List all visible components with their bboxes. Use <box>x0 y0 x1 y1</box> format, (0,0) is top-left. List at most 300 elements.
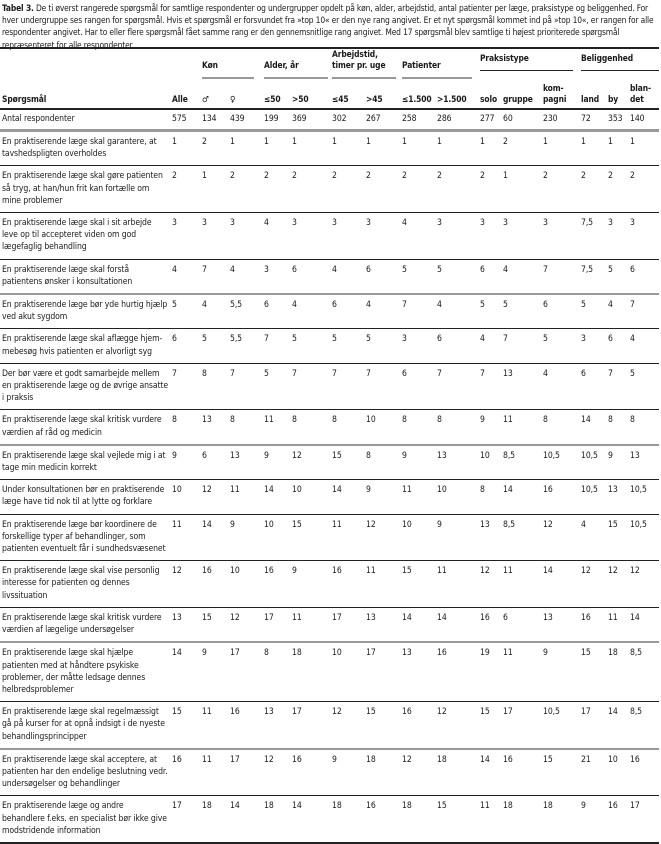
col-blandet-line2: det <box>630 94 644 104</box>
rank-cell: 4 <box>581 514 608 561</box>
rank-cell: 15 <box>202 607 230 642</box>
rank-cell: 7 <box>202 259 230 294</box>
rank-cell: 16 <box>292 749 332 796</box>
rank-cell: 13 <box>264 702 292 749</box>
rank-cell: 12 <box>437 702 480 749</box>
rank-cell: 8 <box>202 363 230 410</box>
question-cell: En praktiserende læge skal forstå patientens ønsker i konsultationen <box>0 259 172 294</box>
rank-cell: 9 <box>608 445 630 480</box>
table-row <box>0 363 659 410</box>
rank-cell: 16 <box>480 607 503 642</box>
group-header-row <box>0 49 659 83</box>
rank-cell: 7 <box>503 329 543 363</box>
col-gt50: >50 <box>292 94 309 104</box>
count-cell: 267 <box>366 109 402 131</box>
rank-cell: 4 <box>332 259 366 294</box>
rank-cell: 1 <box>264 131 292 166</box>
rank-cell: 4 <box>437 294 480 329</box>
rank-cell: 5,5 <box>230 294 264 329</box>
rank-cell: 7,5 <box>581 213 608 260</box>
rank-cell: 5 <box>480 294 503 329</box>
table-row <box>0 607 659 642</box>
rank-cell: 14 <box>480 749 503 796</box>
rank-cell: 6 <box>366 259 402 294</box>
rank-cell: 11 <box>202 702 230 749</box>
rank-cell: 11 <box>608 607 630 642</box>
rank-cell: 7 <box>402 294 437 329</box>
table-row <box>0 796 659 843</box>
col-gruppe: gruppe <box>503 94 533 104</box>
table-row <box>0 131 659 166</box>
rank-cell: 7 <box>543 259 581 294</box>
table-row <box>0 410 659 445</box>
rank-cell: 5 <box>581 294 608 329</box>
column-header-row <box>0 83 659 109</box>
rank-cell: 14 <box>264 480 292 514</box>
rank-cell: 9 <box>292 561 332 608</box>
question-cell: En praktiserende læge skal acceptere, at patienten har den endelige beslutning vedr. undersøgelser og behandlinger <box>0 749 172 796</box>
rank-cell: 6 <box>172 329 202 363</box>
rank-cell: 5 <box>332 329 366 363</box>
rank-cell: 8,5 <box>630 642 659 701</box>
rank-cell: 5 <box>630 363 659 410</box>
rank-cell: 16 <box>230 702 264 749</box>
rank-cell: 12 <box>264 749 292 796</box>
rank-cell: 10 <box>264 514 292 561</box>
rank-cell: 12 <box>202 480 230 514</box>
rank-cell: 8 <box>543 410 581 445</box>
rank-cell: 3 <box>366 213 402 260</box>
rank-cell: 2 <box>503 131 543 166</box>
rank-cell: 1 <box>172 131 202 166</box>
rank-cell: 3 <box>230 213 264 260</box>
rank-cell: 2 <box>172 166 202 213</box>
rank-cell: 12 <box>172 561 202 608</box>
col-by: by <box>608 94 619 104</box>
rank-cell: 10 <box>230 561 264 608</box>
rank-cell: 4 <box>172 259 202 294</box>
rank-cell: 5 <box>366 329 402 363</box>
rank-cell: 4 <box>480 329 503 363</box>
rank-cell: 10 <box>437 480 480 514</box>
rank-cell: 7 <box>264 329 292 363</box>
rank-cell: 15 <box>332 445 366 480</box>
table-caption <box>2 2 658 51</box>
col-kompagni-line1: kom- <box>543 83 564 93</box>
rank-cell: 5 <box>202 329 230 363</box>
rank-cell: 11 <box>172 514 202 561</box>
rank-cell: 1 <box>402 131 437 166</box>
rank-cell: 1 <box>202 166 230 213</box>
rank-cell: 4 <box>503 259 543 294</box>
rank-cell: 13 <box>366 607 402 642</box>
rank-cell: 10 <box>172 480 202 514</box>
rank-cell: 10,5 <box>630 480 659 514</box>
table-row <box>0 514 659 561</box>
ranking-table <box>0 47 659 844</box>
rank-cell: 16 <box>366 796 402 843</box>
col-le50: ≤50 <box>264 94 281 104</box>
rank-cell: 3 <box>264 259 292 294</box>
rank-cell: 1 <box>437 131 480 166</box>
rank-cell: 11 <box>503 561 543 608</box>
rank-cell: 9 <box>402 445 437 480</box>
rank-cell: 10,5 <box>630 514 659 561</box>
rank-cell: 9 <box>581 796 608 843</box>
rank-cell: 16 <box>172 749 202 796</box>
rank-cell: 16 <box>332 561 366 608</box>
rank-cell: 8 <box>608 410 630 445</box>
question-cell: En praktiserende læge skal garantere, at tavshedspligten overholdes <box>0 131 172 166</box>
rank-cell: 3 <box>608 213 630 260</box>
rank-cell: 1 <box>292 131 332 166</box>
rank-cell: 13 <box>172 607 202 642</box>
rank-cell: 3 <box>292 213 332 260</box>
rank-cell: 16 <box>608 796 630 843</box>
rank-cell: 4 <box>608 294 630 329</box>
rank-cell: 9 <box>230 514 264 561</box>
count-row <box>0 109 659 131</box>
rank-cell: 7 <box>480 363 503 410</box>
col-land: land <box>581 94 600 104</box>
rank-cell: 19 <box>480 642 503 701</box>
rank-cell: 17 <box>264 607 292 642</box>
rank-cell: 11 <box>202 749 230 796</box>
question-cell: En praktiserende læge og andre behandlere f.eks. en specialist bør ikke give modstridende information <box>0 796 172 843</box>
question-cell: En praktiserende læge skal vise personlig interesse for patienten og dennes livssituation <box>0 561 172 608</box>
rank-cell: 2 <box>402 166 437 213</box>
count-cell: 439 <box>230 109 264 131</box>
rank-cell: 13 <box>402 642 437 701</box>
rank-cell: 3 <box>402 329 437 363</box>
count-cell: 199 <box>264 109 292 131</box>
rank-cell: 5 <box>543 329 581 363</box>
rank-cell: 4 <box>543 363 581 410</box>
rank-cell: 4 <box>202 294 230 329</box>
rank-cell: 10 <box>480 445 503 480</box>
rank-cell: 14 <box>543 561 581 608</box>
question-cell: En praktiserende læge skal vejlede mig i at tage min medicin korrekt <box>0 445 172 480</box>
rank-cell: 7 <box>332 363 366 410</box>
group-alder: Alder, år <box>264 60 328 79</box>
question-cell: En praktiserende læge skal i sit arbejde leve op til accepteret viden om god lægefaglig behandling <box>0 213 172 260</box>
rank-cell: 11 <box>437 561 480 608</box>
rank-cell: 6 <box>630 259 659 294</box>
rank-cell: 15 <box>172 702 202 749</box>
rank-cell: 14 <box>608 702 630 749</box>
rank-cell: 8 <box>292 410 332 445</box>
rank-cell: 6 <box>503 607 543 642</box>
rank-cell: 5,5 <box>230 329 264 363</box>
rank-cell: 3 <box>503 213 543 260</box>
rank-cell: 11 <box>230 480 264 514</box>
rank-cell: 17 <box>332 607 366 642</box>
question-cell: En praktiserende læge skal gøre patienten så tryg, at han/hun frit kan fortælle om mine problemer <box>0 166 172 213</box>
count-cell: 140 <box>630 109 659 131</box>
rank-cell: 17 <box>172 796 202 843</box>
rank-cell: 7 <box>630 294 659 329</box>
rank-cell: 2 <box>230 166 264 213</box>
rank-cell: 14 <box>437 607 480 642</box>
rank-cell: 3 <box>581 329 608 363</box>
rank-cell: 10,5 <box>543 445 581 480</box>
rank-cell: 2 <box>581 166 608 213</box>
rank-cell: 2 <box>543 166 581 213</box>
rank-cell: 12 <box>332 702 366 749</box>
rank-cell: 4 <box>264 213 292 260</box>
rank-cell: 8 <box>172 410 202 445</box>
rank-cell: 12 <box>543 514 581 561</box>
rank-cell: 15 <box>480 702 503 749</box>
rank-cell: 9 <box>437 514 480 561</box>
count-cell: 72 <box>581 109 608 131</box>
rank-cell: 7 <box>437 363 480 410</box>
group-arbejdstid-line1: Arbejdstid, <box>332 49 378 59</box>
rank-cell: 11 <box>264 410 292 445</box>
rank-cell: 7 <box>608 363 630 410</box>
rank-cell: 6 <box>480 259 503 294</box>
rank-cell: 8 <box>437 410 480 445</box>
table-body <box>0 131 659 843</box>
rank-cell: 14 <box>581 410 608 445</box>
col-question: Spørgsmål <box>2 94 47 104</box>
rank-cell: 3 <box>543 213 581 260</box>
rank-cell: 1 <box>332 131 366 166</box>
question-cell: En praktiserende læge skal kritisk vurdere værdien af lægelige undersøgelser <box>0 607 172 642</box>
col-le1500: ≤1.500 <box>402 94 432 104</box>
rank-cell: 16 <box>437 642 480 701</box>
table-row <box>0 259 659 294</box>
group-arbejdstid <box>332 49 396 79</box>
rank-cell: 13 <box>630 445 659 480</box>
rank-cell: 8 <box>366 445 402 480</box>
rank-cell: 15 <box>402 561 437 608</box>
rank-cell: 13 <box>480 514 503 561</box>
group-beliggenhed: Beliggenhed <box>581 53 659 71</box>
question-cell: Under konsultationen bør en praktiserende læge have tid nok til at lytte og forklare <box>0 480 172 514</box>
rank-cell: 16 <box>630 749 659 796</box>
count-cell: 575 <box>172 109 202 131</box>
rank-cell: 1 <box>230 131 264 166</box>
rank-cell: 3 <box>202 213 230 260</box>
rank-cell: 18 <box>292 642 332 701</box>
rank-cell: 10,5 <box>543 702 581 749</box>
table-row <box>0 166 659 213</box>
rank-cell: 10 <box>402 514 437 561</box>
rank-cell: 9 <box>332 749 366 796</box>
rank-cell: 4 <box>366 294 402 329</box>
rank-cell: 6 <box>264 294 292 329</box>
count-cell: 60 <box>503 109 543 131</box>
group-kon: Køn <box>202 60 254 79</box>
rank-cell: 1 <box>608 131 630 166</box>
col-gt45: >45 <box>366 94 383 104</box>
rank-cell: 15 <box>543 749 581 796</box>
rank-cell: 5 <box>292 329 332 363</box>
rank-cell: 2 <box>630 166 659 213</box>
col-le45: ≤45 <box>332 94 349 104</box>
rank-cell: 1 <box>503 166 543 213</box>
rank-cell: 14 <box>172 642 202 701</box>
rank-cell: 3 <box>332 213 366 260</box>
rank-cell: 12 <box>480 561 503 608</box>
rank-cell: 6 <box>402 363 437 410</box>
rank-cell: 8 <box>264 642 292 701</box>
rank-cell: 5 <box>437 259 480 294</box>
col-gt1500: >1.500 <box>437 94 467 104</box>
rank-cell: 6 <box>608 329 630 363</box>
rank-cell: 18 <box>366 749 402 796</box>
col-alle: Alle <box>172 94 188 104</box>
rank-cell: 12 <box>608 561 630 608</box>
rank-cell: 12 <box>292 445 332 480</box>
group-praksistype: Praksistype <box>480 53 573 71</box>
col-blandet <box>630 83 659 109</box>
table-row <box>0 329 659 363</box>
rank-cell: 18 <box>202 796 230 843</box>
count-cell: 369 <box>292 109 332 131</box>
rank-cell: 5 <box>172 294 202 329</box>
rank-cell: 14 <box>402 607 437 642</box>
rank-cell: 1 <box>543 131 581 166</box>
rank-cell: 14 <box>292 796 332 843</box>
rank-cell: 18 <box>402 796 437 843</box>
rank-cell: 6 <box>202 445 230 480</box>
rank-cell: 18 <box>332 796 366 843</box>
rank-cell: 10 <box>366 410 402 445</box>
rank-cell: 5 <box>402 259 437 294</box>
rank-cell: 11 <box>503 410 543 445</box>
rank-cell: 16 <box>402 702 437 749</box>
rank-cell: 10 <box>332 642 366 701</box>
rank-cell: 5 <box>264 363 292 410</box>
question-cell: En praktiserende læge bør yde hurtig hjælp ved akut sygdom <box>0 294 172 329</box>
rank-cell: 15 <box>608 514 630 561</box>
rank-cell: 2 <box>202 131 230 166</box>
table-row <box>0 702 659 749</box>
rank-cell: 9 <box>264 445 292 480</box>
col-solo: solo <box>480 94 498 104</box>
rank-cell: 7 <box>292 363 332 410</box>
rank-cell: 11 <box>503 642 543 701</box>
rank-cell: 8,5 <box>630 702 659 749</box>
rank-cell: 4 <box>230 259 264 294</box>
question-cell: En praktiserende læge bør koordinere de forskellige typer af behandlinger, som patienten eventuelt får i sundhedsvæsenet <box>0 514 172 561</box>
rank-cell: 6 <box>581 363 608 410</box>
rank-cell: 3 <box>437 213 480 260</box>
rank-cell: 15 <box>581 642 608 701</box>
rank-cell: 3 <box>172 213 202 260</box>
rank-cell: 13 <box>437 445 480 480</box>
rank-cell: 14 <box>230 796 264 843</box>
rank-cell: 9 <box>480 410 503 445</box>
rank-cell: 11 <box>292 607 332 642</box>
rank-cell: 17 <box>503 702 543 749</box>
rank-cell: 17 <box>630 796 659 843</box>
rank-cell: 15 <box>292 514 332 561</box>
rank-cell: 8 <box>480 480 503 514</box>
rank-cell: 13 <box>230 445 264 480</box>
rank-cell: 6 <box>292 259 332 294</box>
rank-cell: 3 <box>480 213 503 260</box>
rank-cell: 2 <box>480 166 503 213</box>
rank-cell: 11 <box>332 514 366 561</box>
rank-cell: 14 <box>202 514 230 561</box>
rank-cell: 6 <box>332 294 366 329</box>
rank-cell: 8 <box>402 410 437 445</box>
rank-cell: 1 <box>581 131 608 166</box>
rank-cell: 10,5 <box>581 480 608 514</box>
question-cell: En praktiserende læge skal regelmæssigt gå på kurser for at opnå indsigt i de nyeste behandlingsprincipper <box>0 702 172 749</box>
caption-label: Tabel 3. <box>2 3 34 13</box>
table-row <box>0 213 659 260</box>
rank-cell: 13 <box>608 480 630 514</box>
count-label: Antal respondenter <box>0 109 172 131</box>
rank-cell: 17 <box>230 642 264 701</box>
rank-cell: 2 <box>292 166 332 213</box>
col-male: ♂ <box>202 94 209 104</box>
rank-cell: 18 <box>264 796 292 843</box>
rank-cell: 10,5 <box>581 445 608 480</box>
table-row <box>0 749 659 796</box>
rank-cell: 16 <box>264 561 292 608</box>
table-row <box>0 445 659 480</box>
rank-cell: 14 <box>503 480 543 514</box>
rank-cell: 21 <box>581 749 608 796</box>
rank-cell: 1 <box>366 131 402 166</box>
rank-cell: 16 <box>543 480 581 514</box>
count-cell: 134 <box>202 109 230 131</box>
rank-cell: 11 <box>402 480 437 514</box>
table-row <box>0 561 659 608</box>
question-cell: En praktiserende læge skal hjælpe patienten med at håndtere psykiske problemer, der måtte ledsage dennes helbredsproblemer <box>0 642 172 701</box>
rank-cell: 6 <box>437 329 480 363</box>
group-arbejdstid-line2: timer pr. uge <box>332 60 386 70</box>
rank-cell: 2 <box>264 166 292 213</box>
rank-cell: 15 <box>366 702 402 749</box>
rank-cell: 13 <box>543 607 581 642</box>
caption-text: De ti øverst rangerede spørgsmål for samtlige respondenter og undergrupper opdelt på køn, alder, arbejdstid, antal patienter per læge, praksistype og beliggenhed. For hver undergruppe ses rangen for spørgsmål. Hvis et spørgsmål er forsvundet fra »top 10« er den nye rang angivet. Er et nyt spørgsmål kommet ind på »top 10«, er rangen for alle respondenter angivet. Har to eller flere spørgsmål fået samme rang er den gennemsnitlige rang angivet. Med 17 spørgsmål blev samtlige ti højest prioriterede spørgsmål repræsenteret for alle respondenter. <box>2 3 654 50</box>
rank-cell: 4 <box>630 329 659 363</box>
rank-cell: 11 <box>480 796 503 843</box>
rank-cell: 12 <box>581 561 608 608</box>
col-female: ♀ <box>230 94 236 104</box>
rank-cell: 1 <box>630 131 659 166</box>
rank-cell: 2 <box>366 166 402 213</box>
rank-cell: 9 <box>172 445 202 480</box>
table-row <box>0 642 659 701</box>
rank-cell: 12 <box>230 607 264 642</box>
count-cell: 277 <box>480 109 503 131</box>
question-cell: En praktiserende læge skal aflægge hjem-mebesøg hvis patienten er alvorligt syg <box>0 329 172 363</box>
rank-cell: 1 <box>480 131 503 166</box>
rank-cell: 8 <box>332 410 366 445</box>
rank-cell: 18 <box>543 796 581 843</box>
rank-cell: 8,5 <box>503 445 543 480</box>
rank-cell: 12 <box>402 749 437 796</box>
rank-cell: 7,5 <box>581 259 608 294</box>
rank-cell: 8 <box>630 410 659 445</box>
rank-cell: 17 <box>230 749 264 796</box>
rank-cell: 14 <box>332 480 366 514</box>
count-cell: 286 <box>437 109 480 131</box>
rank-cell: 13 <box>503 363 543 410</box>
rank-cell: 15 <box>437 796 480 843</box>
rank-cell: 5 <box>608 259 630 294</box>
rank-cell: 4 <box>292 294 332 329</box>
rank-cell: 6 <box>543 294 581 329</box>
count-cell: 258 <box>402 109 437 131</box>
